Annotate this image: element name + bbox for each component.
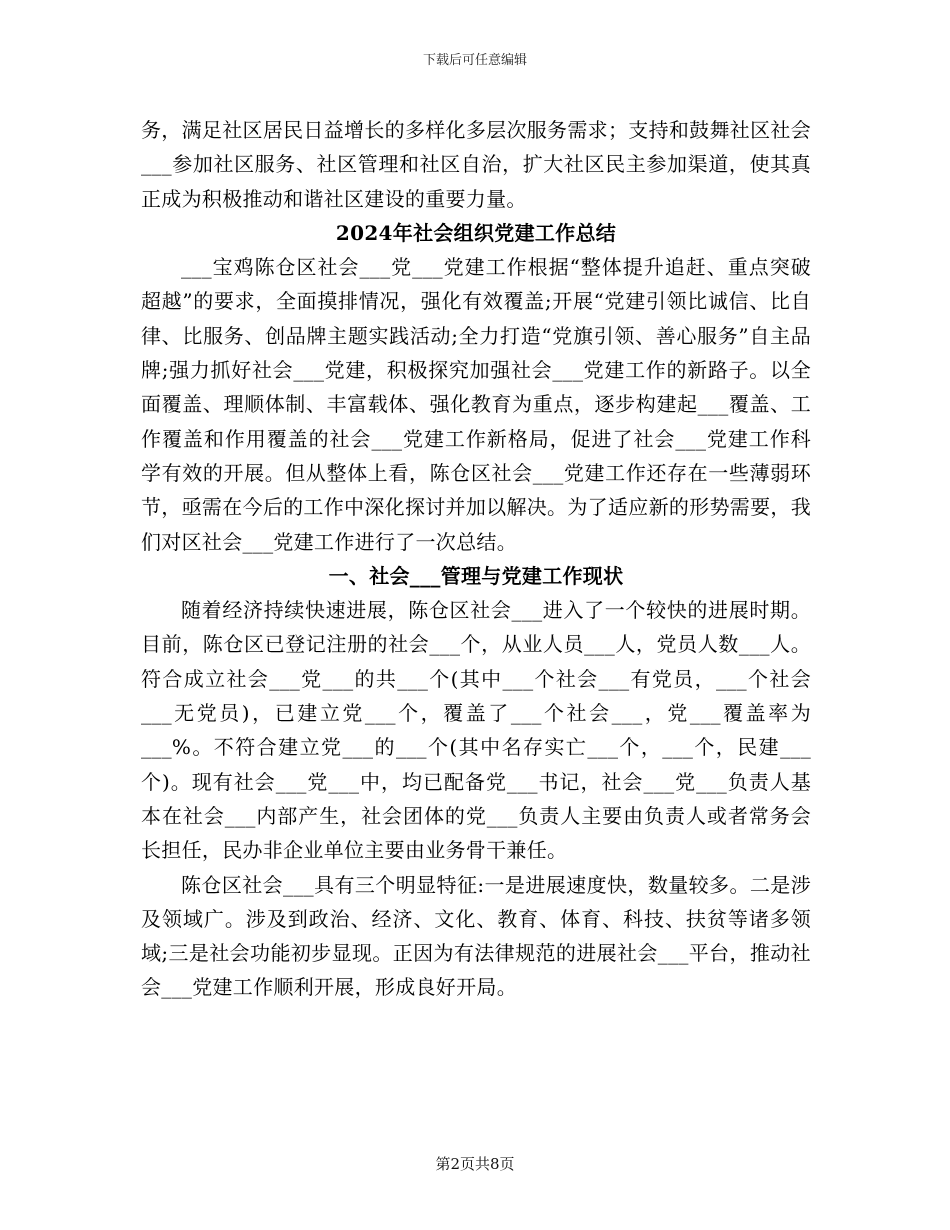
paragraph-status: 随着经济持续快速进展，陈仓区社会___进入了一个较快的进展时期。目前，陈仓区已登记注册的社会___个，从业人员___人，党员人数___人。符合成立社会___党___的共___个(其中___个社会___有党员，___个社会___无党员)，已建立党___个，覆盖了___个社会___，党___覆盖率为___%。不符合建立党___的___个(其中名存实亡___个，___个，民建___个)。现有社会___党___中，均已配备党___书记，社会___党___负责人基本在社会___内部产生，社会团体的党___负责人主要由负责人或者常务会长担任，民办非企业单位主要由业务骨干兼任。 xyxy=(141,598,811,863)
page-number: 第2页共8页 xyxy=(435,1155,515,1173)
page-header: 下载后可任意编辑 xyxy=(422,53,527,68)
paragraph-overview: ___宝鸡陈仓区社会___党___党建工作根据“整体提升追赶、重点突破超越”的要求，全面摸排情况，强化有效覆盖;开展“党建引领比诚信、比自律、比服务、创品牌主题实践活动;全力打造“党旗引领、善心服务”自主品牌;强力抓好社会___党建，积极探究加强社会___党建工作的新路子。以全面覆盖、理顺体制、丰富载体、强化教育为重点，逐步构建起___覆盖、工作覆盖和作用覆盖的社会___党建工作新格局，促进了社会___党建工作科学有效的开展。但从整体上看，陈仓区社会___党建工作还存在一些薄弱环节，亟需在今后的工作中深化探讨并加以解决。为了适应新的形势需要，我们对区社会___党建工作进行了一次总结。 xyxy=(141,255,811,554)
section-heading: 一、社会___管理与党建工作现状 xyxy=(328,563,624,588)
document-title: 2024年社会组织党建工作总结 xyxy=(335,220,617,245)
intro-paragraph: 务，满足社区居民日益增长的多样化多层次服务需求；支持和鼓舞社区社会___参加社区服务、社区管理和社区自治，扩大社区民主参加渠道，使其真正成为积极推动和谐社区建设的重要力量。 xyxy=(141,118,811,211)
paragraph-features: 陈仓区社会___具有三个明显特征:一是进展速度快，数量较多。二是涉及领域广。涉及到政治、经济、文化、教育、体育、科技、扶贫等诸多领域;三是社会功能初步显现。正因为有法律规范的进展社会___平台，推动社会___党建工作顺利开展，形成良好开局。 xyxy=(141,872,811,1000)
document-body xyxy=(141,113,811,1005)
